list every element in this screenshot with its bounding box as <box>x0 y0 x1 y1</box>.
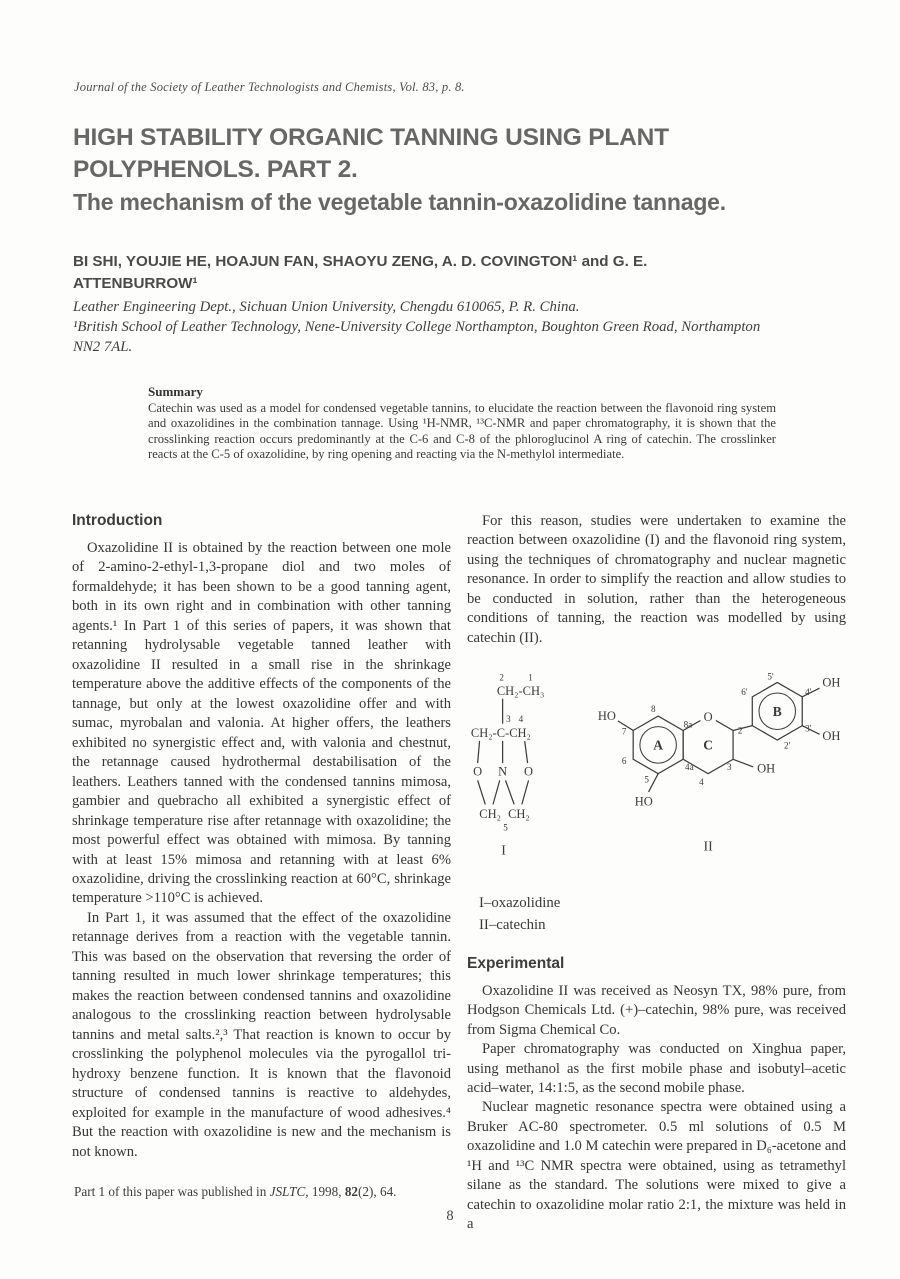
figure-caption-line-2: II–catechin <box>479 917 546 934</box>
hydroxyl-label: HO <box>634 794 653 809</box>
footnote-text: (2), 64. <box>358 1184 397 1199</box>
position-label: 8a <box>683 719 692 730</box>
atom-number-label: 2 <box>499 672 504 683</box>
position-label: 2' <box>783 740 790 751</box>
right-column-paragraph: For this reason, studies were undertaken to examine the reaction between oxazolidine (I) and the flavonoid ring system, using the techniques of chromatography and nuclear magnetic resonance. In order to simplify the reaction and allow studies to be conducted in solution, rather than the heterogeneous conditions of tanning, the reaction was modelled by using catechin (II). <box>467 513 846 646</box>
left-column <box>72 512 451 1235</box>
position-label: 6' <box>740 687 748 698</box>
hydroxyl-label: OH <box>756 762 775 777</box>
position-label: 5' <box>767 671 774 682</box>
journal-header-line: Journal of the Society of Leather Technologists and Chemists, Vol. 83, p. 8. <box>74 80 465 94</box>
right-column <box>467 512 846 1235</box>
authors-line: BI SHI, YOUJIE HE, HOAJUN FAN, SHAOYU ZENG, A. D. COVINGTON¹ and G. E. ATTENBURROW¹ <box>73 253 648 293</box>
introduction-heading: Introduction <box>72 512 163 529</box>
footnote-text: Part 1 of this paper was published in <box>74 1184 270 1199</box>
atom-number-label: 5 <box>503 822 508 833</box>
affiliation-2: ¹British School of Leather Technology, Nene-University College Northampton, Boughton Green Road, Northampton NN2 7AL. <box>73 319 761 356</box>
footnote-text: , 1998, <box>305 1184 345 1199</box>
atom-number-label: 4 <box>518 714 524 725</box>
affiliations <box>73 297 783 357</box>
formula-text: CH₂ <box>508 807 530 822</box>
footnote <box>74 1184 494 1200</box>
position-label: 4a <box>684 762 694 773</box>
catechin-structure-diagram <box>589 666 846 866</box>
atom-number-label: 3 <box>506 714 511 725</box>
introduction-paragraph-1: Oxazolidine II is obtained by the reaction between one mole of 2-amino-2-ethyl-1,3-propane diol and two moles of formaldehyde; it has been shown to be a good tanning agent, both in its own right and in combination with other tanning agents.¹ In Part 1 of this series of papers, it was shown that retanning hydrolysable vegetable tanned leather with oxazolidine II resulted in a small rise in the shrinkage temperature above the additive effects of the components of the tannage, but only at the lowest oxazolidine offer and with sumac, myrobalan and valonia. At higher offers, the leathers exhibited no synergistic effect and, with valonia and chestnut, the retannage caused hydrothermal destabilisation of the leathers. Leathers tanned with the condensed tannins mimosa, gambier and quebracho all exhibited a synergistic effect of shrinkage temperature rise after retannage with oxazolidine; the most powerful effect was obtained with mimosa. By tanning with at least 15% mimosa and retanning with at least 6% oxazolidine, driving the crosslinking reaction at 60°C, shrinkage temperature >110°C is achieved. <box>72 540 451 907</box>
position-label: 8 <box>650 704 656 715</box>
oxazolidine-structure-diagram <box>469 666 577 864</box>
chemical-structures-figure <box>469 666 846 866</box>
position-label: 3' <box>804 723 811 734</box>
footnote-journal-abbrev: JSLTC <box>269 1184 306 1199</box>
page-number: 8 <box>446 1208 454 1224</box>
two-column-body <box>72 512 846 1235</box>
hydroxyl-label: HO <box>597 709 616 724</box>
formula-text: CH₂-CH₃ <box>496 684 545 699</box>
position-label: 3 <box>726 762 732 773</box>
position-label: 2 <box>737 725 743 736</box>
introduction-paragraph-2: In Part 1, it was assumed that the effect of the oxazolidine retannage derives from a reaction with the vegetable tannin. This was based on the observation that reversing the order of tanning resulted in much lower shrinkage temperatures; this makes the reaction between condensed tannins and oxazolidine analogous to the crosslinking reaction between hydrolysable tannins and metal salts.²,³ That reaction is known to occur by crosslinking the polyphenol molecules via the pyrogallol tri-hydroxy benzene function. It is known that the flavonoid structure of condensed tannins is reactive to aldehydes, exploited for example in the manufacture of wood adhesives.⁴ But the reaction with oxazolidine is new and the mechanism is not known. <box>72 909 451 1160</box>
experimental-paragraph-2: Paper chromatography was conducted on Xinghua paper, using methanol as the first mobile phase and isobutyl–acetic acid–water, 14:1:5, as the second mobile phase. <box>467 1041 846 1096</box>
experimental-heading: Experimental <box>467 954 565 972</box>
nitrogen-atom-label: N <box>498 764 508 779</box>
ring-c-letter: C <box>702 737 713 753</box>
hydroxyl-label: OH <box>821 729 841 744</box>
summary-body: Catechin was used as a model for condensed vegetable tannins, to elucidate the reaction between the flavonoid ring system and oxazolidines in the combination tannage. Using ¹H-NMR, ¹³C-NMR and paper chromatography, it is shown that the crosslinking reaction occurs predominantly at the C-6 and C-8 of the phloroglucinol A ring of catechin. The crosslinker reacts at the C-5 of oxazolidine, by ring opening and reacting via the N-methylol intermediate. <box>148 401 776 462</box>
ring-a-letter: A <box>652 737 663 753</box>
hydroxyl-label: OH <box>821 675 841 690</box>
ring-b-letter: B <box>772 704 782 720</box>
paper-title: HIGH STABILITY ORGANIC TANNING USING PLANT POLYPHENOLS. PART 2. <box>73 124 669 184</box>
oxygen-atom-label: O <box>524 764 534 779</box>
ring-oxygen-label: O <box>703 710 713 725</box>
experimental-paragraph-1: Oxazolidine II was received as Neosyn TX, 98% pure, from Hodgson Chemicals Ltd. (+)–catechin, 98% pure, was received from Sigma Chemical Co. <box>467 982 846 1038</box>
footnote-volume: 82 <box>344 1184 358 1199</box>
affiliation-1: Leather Engineering Dept., Sichuan Union University, Chengdu 610065, P. R. China. <box>73 299 580 315</box>
summary-heading: Summary <box>148 384 203 399</box>
oxygen-atom-label: O <box>473 764 483 779</box>
title-block <box>73 122 743 218</box>
position-label: 4 <box>698 777 704 788</box>
figure-caption <box>479 892 846 936</box>
paper-subtitle: The mechanism of the vegetable tannin-oxazolidine tannage. <box>73 188 726 215</box>
structure-label-I: I <box>501 843 506 859</box>
position-label: 5 <box>643 774 649 785</box>
figure-caption-line-1: I–oxazolidine <box>479 895 561 912</box>
position-label: 4' <box>804 687 811 698</box>
position-label: 6 <box>621 756 627 767</box>
summary-block <box>148 384 776 462</box>
experimental-paragraph-3: Nuclear magnetic resonance spectra were obtained using a Bruker AC-80 spectrometer. 0.5 ml solutions of 0.5 M oxazolidine and 1.0 M catechin were prepared in D₆-acetone and ¹H and ¹³C NMR spectra were obtained, using as tetramethyl silane as the standard. The solutions were mixed to give a catechin to oxazolidine molar ratio 2:1, the mixture was held in a <box>467 1099 846 1233</box>
formula-text: CH₂-C-CH₂ <box>470 726 531 741</box>
atom-number-label: 1 <box>528 672 533 683</box>
structure-label-II: II <box>703 839 713 855</box>
position-label: 7 <box>621 726 627 737</box>
formula-text: CH₂ <box>479 807 501 822</box>
